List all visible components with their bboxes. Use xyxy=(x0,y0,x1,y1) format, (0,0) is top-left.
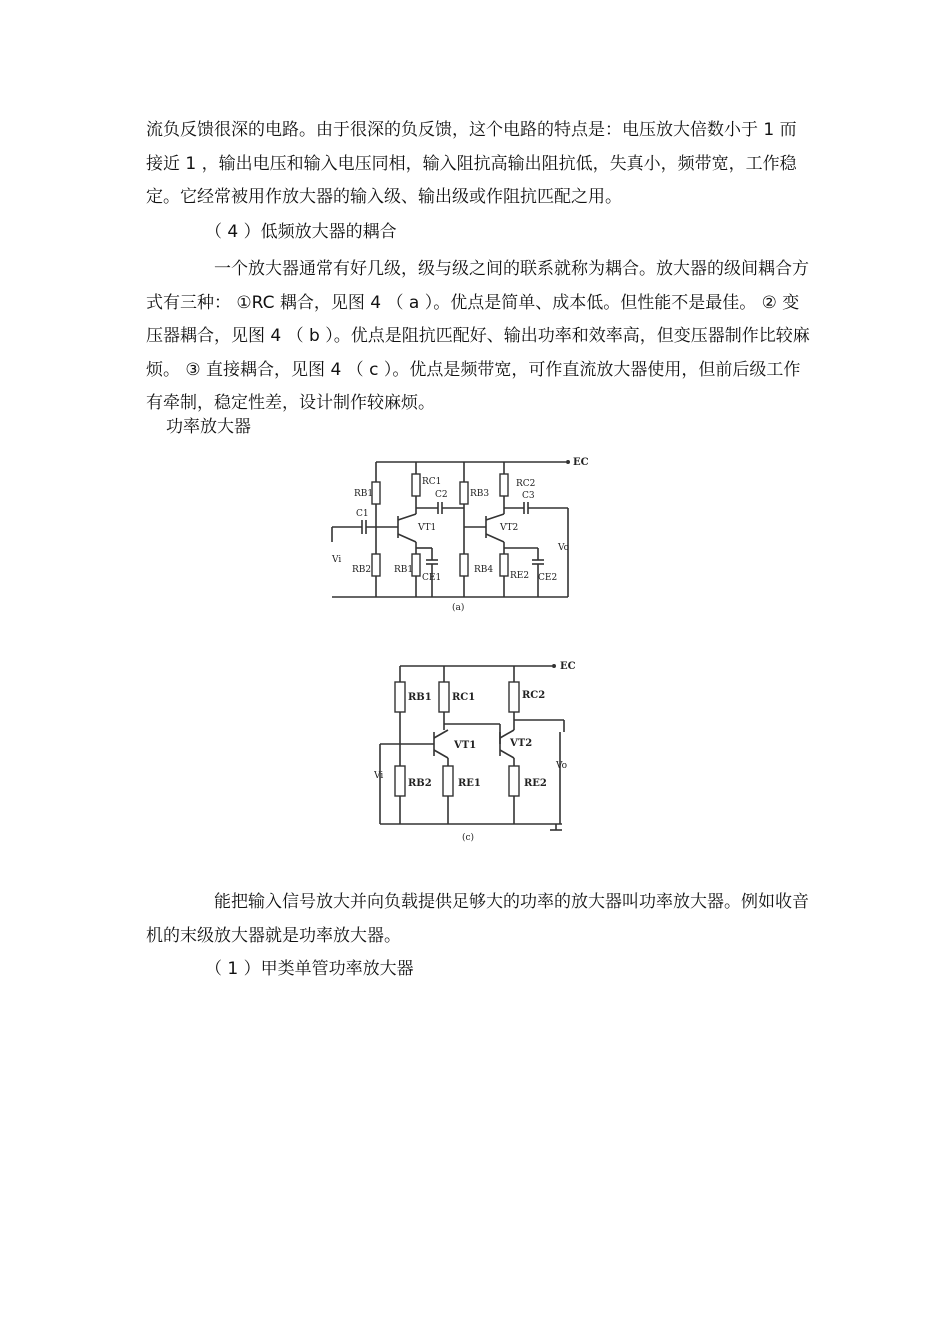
label-c2: C2 xyxy=(435,490,448,500)
label-rb2: RB2 xyxy=(352,565,372,575)
label-vt2: VT2 xyxy=(500,523,519,533)
resistor-rc1 xyxy=(439,682,449,712)
label-rb1: RB1 xyxy=(408,692,432,703)
resistor-re2 xyxy=(509,766,519,796)
label-ec: EC xyxy=(573,457,589,468)
label-rb1: RB1 xyxy=(354,489,374,499)
label-ce1: CE1 xyxy=(422,573,442,583)
label-rb2: RB2 xyxy=(408,778,432,789)
label-vo: Vo xyxy=(558,543,570,553)
label-re1: RB1 xyxy=(394,565,414,575)
label-vt1: VT1 xyxy=(418,523,437,533)
label-rc1: RC1 xyxy=(452,692,476,703)
ec-terminal xyxy=(552,664,556,668)
resistor-rb1 xyxy=(372,482,380,504)
resistor-re1 xyxy=(412,554,420,576)
figure-a-caption: (a) xyxy=(452,603,465,613)
label-vi: Vi xyxy=(374,771,384,781)
figure-rc-coupled-amplifier xyxy=(328,452,593,617)
label-c1: C1 xyxy=(356,509,369,519)
label-vi: Vi xyxy=(332,555,342,565)
label-c3: C3 xyxy=(522,491,535,501)
resistor-rb2 xyxy=(372,554,380,576)
label-re1: RE1 xyxy=(458,778,481,789)
label-re2: RE2 xyxy=(524,778,547,789)
resistor-re2 xyxy=(500,554,508,576)
resistor-rb4 xyxy=(460,554,468,576)
paragraph-power-amplifier: 能把输入信号放大并向负载提供足够大的功率的放大器叫功率放大器。例如收音机的末级放大器就是功率放大器。 xyxy=(146,892,809,946)
paragraph-coupling: 一个放大器通常有好几级，级与级之间的联系就称为耦合。放大器的级间耦合方式有三种： ①RC 耦合，见图 4 （ a ）。优点是简单、成本低。但性能不是最佳。 ② 变压器耦合，见图 4 （ b ）。优点是阻抗匹配好、输出功率和效率高，但变压器制作比较麻烦。 ③ 直接耦合，见图 4 （ c ）。优点是频带宽，可作直流放大器使用，但前后级工作有牵制，稳定性差，设计制作较麻烦。 xyxy=(146,259,810,413)
label-rb4: RB4 xyxy=(474,565,494,575)
resistor-rc1 xyxy=(412,474,420,496)
resistor-rb1 xyxy=(395,682,405,712)
label-rc2: RC2 xyxy=(522,690,546,701)
label-ec: EC xyxy=(560,661,576,672)
label-vt2: VT2 xyxy=(510,738,533,749)
label-rc2: RC2 xyxy=(516,479,536,489)
heading-power-amplifier: 功率放大器 xyxy=(166,417,251,437)
ec-terminal xyxy=(566,460,570,464)
figure-c-caption: (c) xyxy=(462,833,475,843)
paragraph-negative-feedback: 流负反馈很深的电路。由于很深的负反馈，这个电路的特点是：电压放大倍数小于 1 而接近 1 ，输出电压和输入电压同相，输入阻抗高输出阻抗低，失真小，频带宽，工作稳定。它经常被用作放大器的输入级、输出级或作阻抗匹配之用。 xyxy=(146,120,797,207)
resistor-rc2 xyxy=(509,682,519,712)
figure-direct-coupled-amplifier xyxy=(374,654,614,844)
resistor-rc2 xyxy=(500,474,508,496)
resistor-re1 xyxy=(443,766,453,796)
label-ce2: CE2 xyxy=(538,573,558,583)
label-vt1: VT1 xyxy=(454,740,477,751)
heading-coupling: （ 4 ）低频放大器的耦合 xyxy=(205,222,397,242)
label-rc1: RC1 xyxy=(422,477,442,487)
heading-class-a-amplifier: （ 1 ）甲类单管功率放大器 xyxy=(205,959,414,979)
label-vo: Vo xyxy=(556,761,568,771)
label-re2: RE2 xyxy=(510,571,530,581)
resistor-rb2 xyxy=(395,766,405,796)
label-rb3: RB3 xyxy=(470,489,490,499)
resistor-rb3 xyxy=(460,482,468,504)
